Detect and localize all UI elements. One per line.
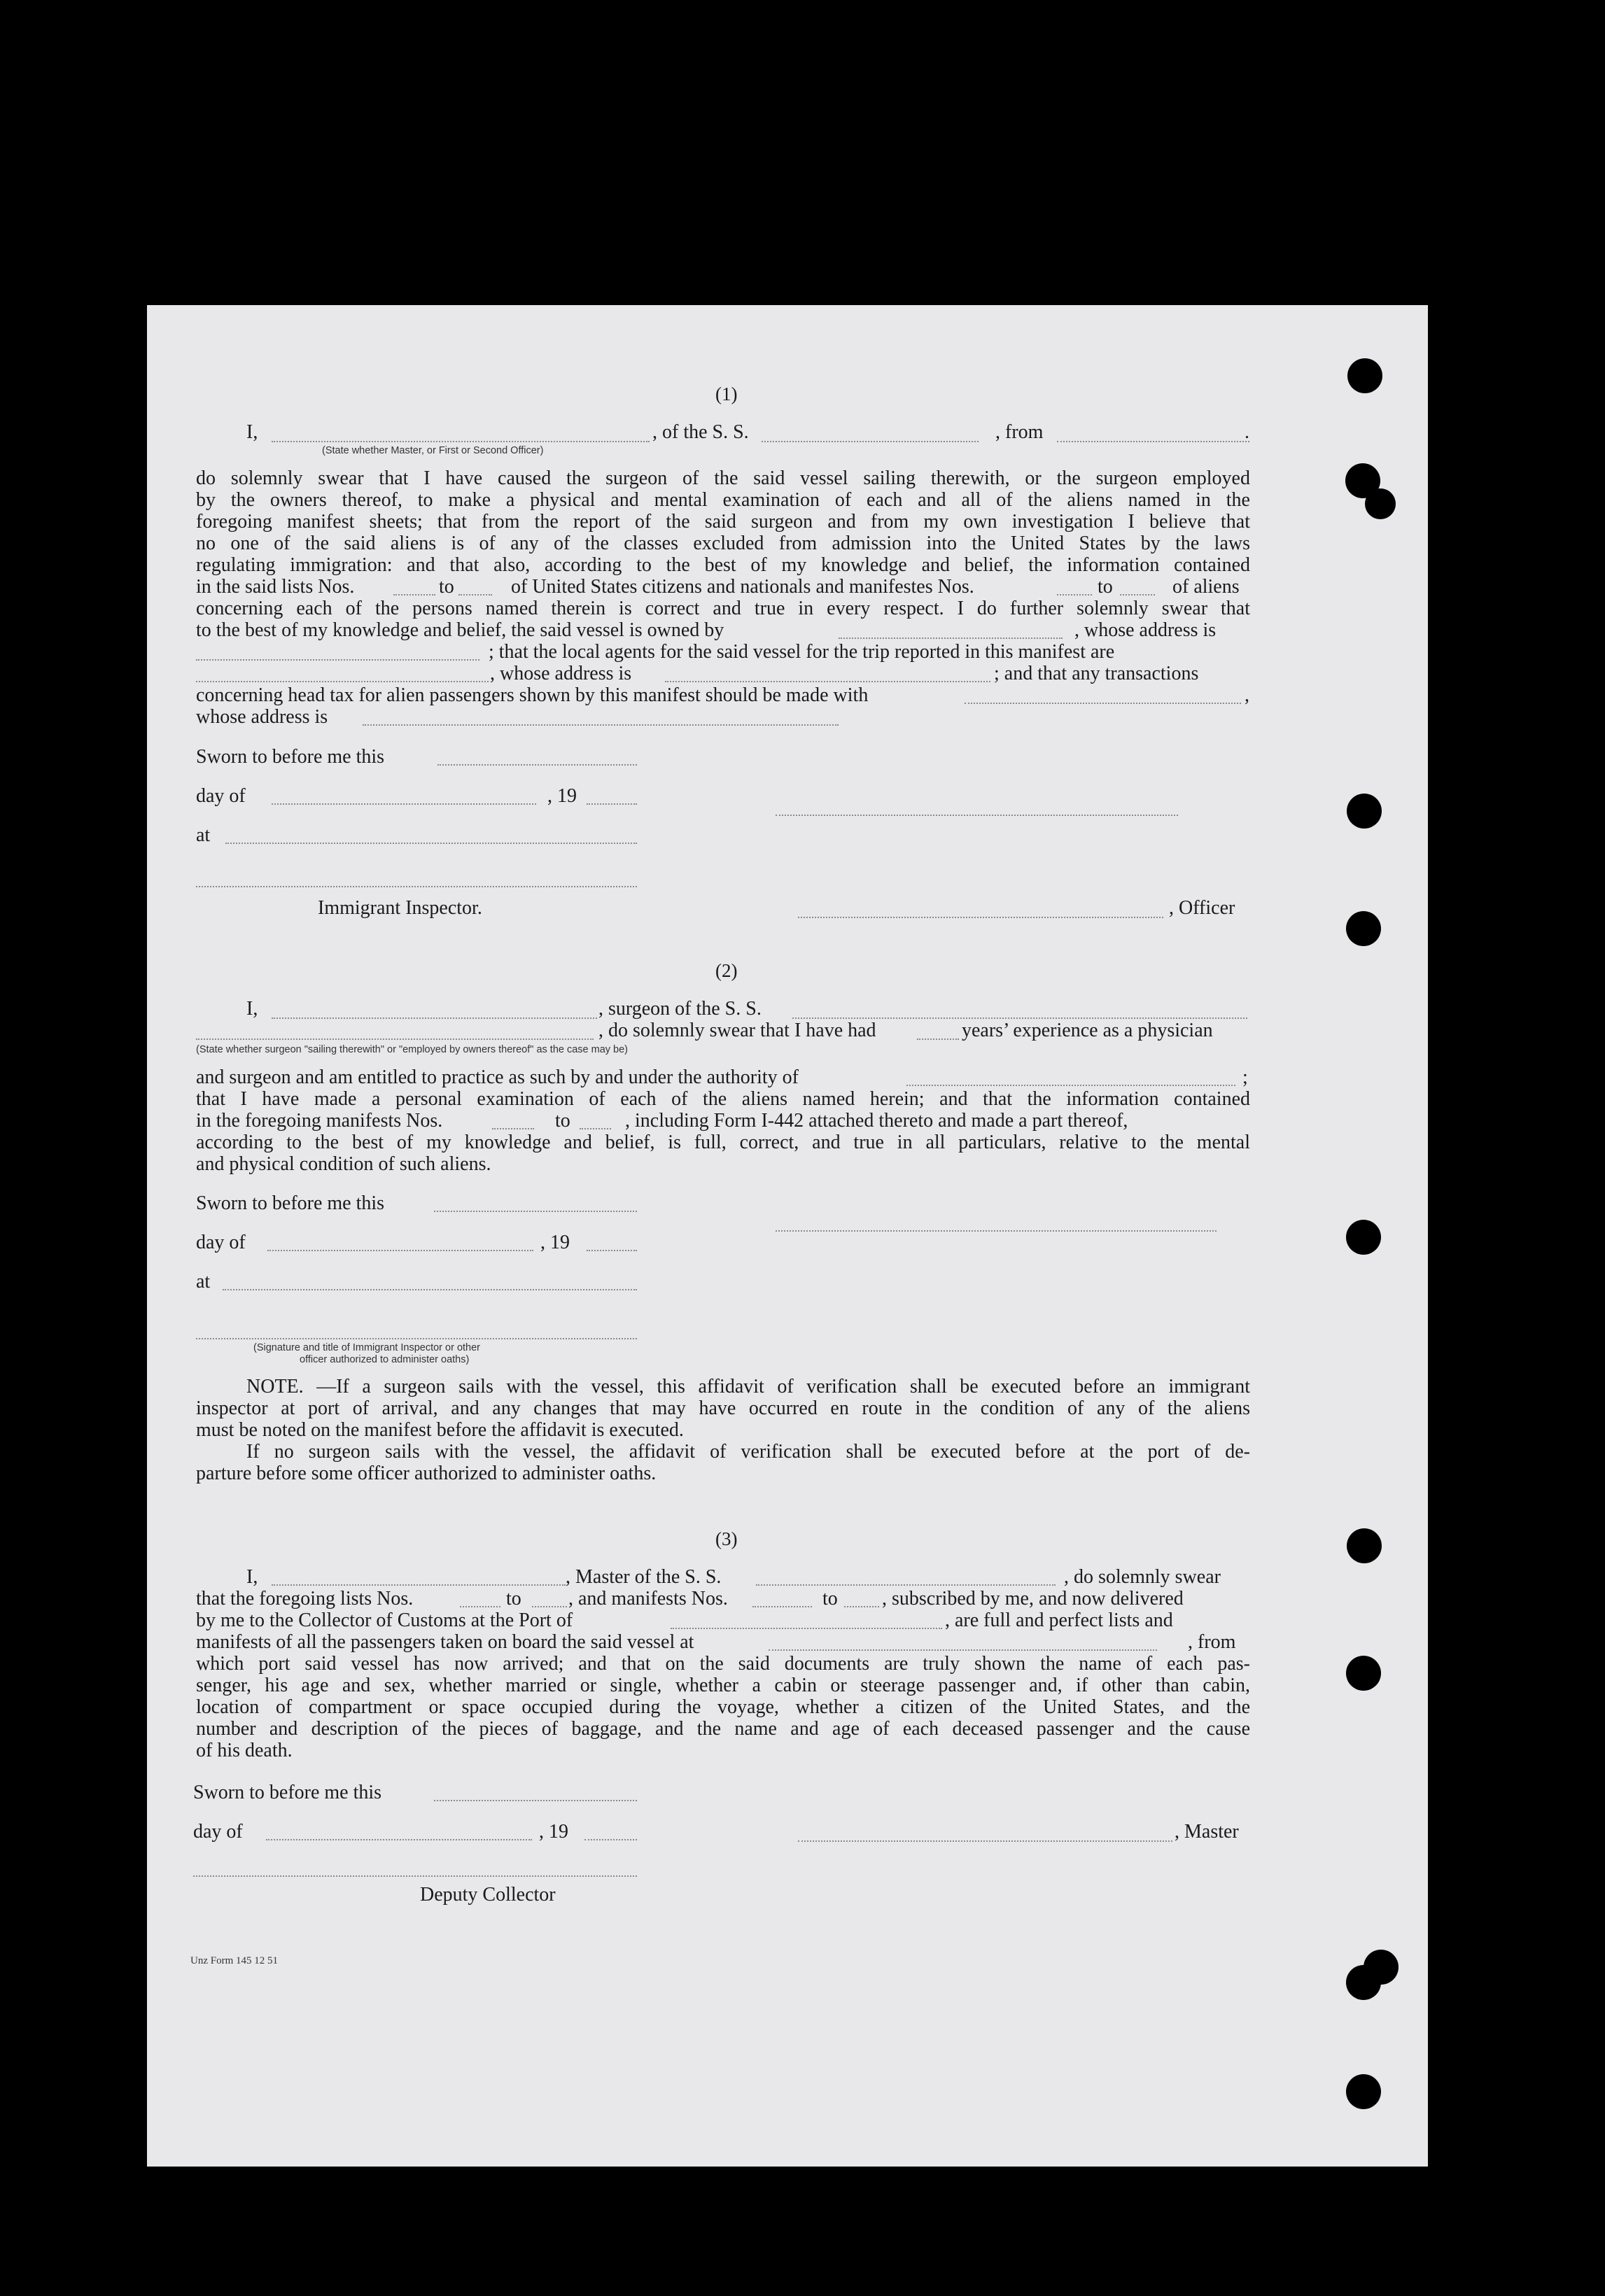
oath-line: regulating immigration: and that also, according to the best of my knowledge and belief, the information contained [196, 554, 1250, 576]
owned-by-label: to the best of my knowledge and belief, the said vessel is owned by [196, 619, 724, 641]
oath-line: that I have made a personal examination of each of the aliens named herein; and that the information contained [196, 1088, 1250, 1110]
years-experience-label: years’ experience as a physician [962, 1020, 1213, 1041]
oath-line: of his death. [196, 1740, 293, 1761]
head-tax-address-field[interactable] [363, 724, 839, 726]
vessel-name-field[interactable] [756, 1584, 1056, 1586]
surgeon-type-hint: (State whether surgeon "sailing therewith" or "employed by owners thereof" as the case may be) [196, 1044, 629, 1055]
place-field[interactable] [223, 1289, 637, 1290]
month-field[interactable] [272, 803, 536, 805]
head-tax-contact-field[interactable] [965, 703, 1241, 704]
subscribed-label: , subscribed by me, and now delivered [882, 1588, 1184, 1610]
master-name-field[interactable] [272, 1584, 566, 1586]
authority-label: and surgeon and am entitled to practice as such by and under the authority of [196, 1066, 799, 1088]
surgeon-type-field[interactable] [196, 1038, 594, 1040]
day-of-label: day of [193, 1821, 243, 1843]
binder-hole [1347, 358, 1382, 393]
note-line: parture before some officer authorized to administer oaths. [196, 1463, 657, 1484]
whose-address-label: whose address is [196, 706, 328, 728]
customs-port-field[interactable] [671, 1628, 942, 1629]
oath-line: no one of the said aliens is of any of the classes excluded from admission into the United States by the laws [196, 533, 1250, 554]
sworn-day-field[interactable] [434, 1211, 637, 1212]
month-field[interactable] [266, 1839, 532, 1840]
inspector-signature-line[interactable] [196, 886, 637, 887]
owner-address-field[interactable] [196, 659, 479, 661]
officer-label: , Officer [1169, 897, 1235, 919]
sworn-label: Sworn to before me this [196, 1192, 385, 1214]
collector-port-label: by me to the Collector of Customs at the Port of [196, 1610, 573, 1631]
oath-line: location of compartment or space occupied during the voyage, whether a citizen of the United States, and the [196, 1696, 1250, 1718]
note-line: must be noted on the manifest before the affidavit is executed. [196, 1419, 684, 1441]
i-label: I, [246, 1566, 258, 1588]
form-i442-label: , including Form I-442 attached thereto and made a part thereof, [625, 1110, 1128, 1132]
surgeon-signature-line[interactable] [776, 1230, 1217, 1232]
manifests-nos-label: in the foregoing manifests Nos. [196, 1110, 443, 1132]
officer-name-field[interactable] [272, 441, 650, 442]
master-label: , Master [1175, 1821, 1239, 1843]
binder-hole [1347, 1528, 1382, 1563]
oath-line: by the owners thereof, to make a physical and mental examination of each and all of the aliens named in the [196, 489, 1250, 511]
owner-field[interactable] [839, 638, 1063, 639]
place-field[interactable] [225, 843, 637, 844]
signature-line[interactable] [776, 815, 1178, 816]
manifest-page [147, 305, 1428, 2167]
whose-address-label: , whose address is [1074, 619, 1217, 641]
binder-hole [1346, 1965, 1381, 2000]
oath-line: number and description of the pieces of baggage, and the name and age of each deceased passenger and the cause [196, 1718, 1250, 1740]
section-2-heading: (2) [715, 960, 738, 981]
agents-field[interactable] [196, 681, 489, 682]
departure-port-field[interactable] [1057, 441, 1249, 442]
immigrant-inspector-label: Immigrant Inspector. [318, 897, 482, 919]
year-field[interactable] [587, 1250, 637, 1251]
sworn-day-field[interactable] [437, 764, 637, 766]
swear-label: , do solemnly swear [1064, 1566, 1221, 1588]
manifests-from-field[interactable] [752, 1606, 812, 1607]
vessel-name-field[interactable] [762, 441, 979, 442]
head-tax-label: concerning head tax for alien passengers shown by this manifest should be made with [196, 684, 869, 706]
swear-label: , do solemnly swear that I have had [598, 1020, 876, 1041]
sworn-day-field[interactable] [434, 1800, 637, 1801]
sworn-label: Sworn to before me this [193, 1782, 382, 1803]
transactions-label: ; and that any transactions [994, 663, 1199, 684]
note-line: If no surgeon sails with the vessel, the affidavit of verification shall be executed before at the port of de- [246, 1441, 1250, 1463]
section-1-heading: (1) [715, 383, 738, 404]
manifests-to-field[interactable] [1120, 594, 1155, 596]
binder-hole [1365, 488, 1396, 519]
to-label: to [555, 1110, 570, 1132]
lists-to-field[interactable] [458, 594, 492, 596]
lists-to-field[interactable] [532, 1606, 567, 1607]
boarded-at-label: manifests of all the passengers taken on board the said vessel at [196, 1631, 694, 1653]
form-number: Unz Form 145 12 51 [190, 1955, 278, 1966]
manifests-from-field[interactable] [492, 1128, 534, 1129]
from-label: , from [1188, 1631, 1236, 1653]
binder-hole [1346, 2074, 1381, 2109]
full-lists-label: , are full and perfect lists and [945, 1610, 1173, 1631]
section-3-heading: (3) [715, 1528, 738, 1549]
oath-line: senger, his age and sex, whether married or single, whether a cabin or steerage passenger and, if other than cabin, [196, 1675, 1250, 1696]
manifests-to-field[interactable] [844, 1606, 879, 1607]
year-field[interactable] [587, 803, 637, 805]
month-field[interactable] [267, 1250, 533, 1251]
lists-nos-label: in the said lists Nos. [196, 576, 355, 598]
note-line: inspector at port of arrival, and any changes that may have occurred en route in the condition of any of the aliens [196, 1397, 1250, 1419]
binder-hole [1346, 911, 1381, 946]
whose-address-label: , whose address is [490, 663, 632, 684]
boarding-port-field[interactable] [769, 1649, 1157, 1651]
year-label: , 19 [539, 1821, 568, 1843]
manifests-nos-label: , and manifests Nos. [568, 1588, 728, 1610]
manifests-from-field[interactable] [1057, 594, 1092, 596]
master-signature-line[interactable] [798, 1840, 1172, 1842]
comma: , [1245, 684, 1249, 706]
officer-rank-hint: (State whether Master, or First or Second Officer) [322, 445, 544, 456]
to-label: to [1098, 576, 1113, 598]
binder-hole [1346, 1220, 1381, 1255]
vessel-name-field[interactable] [792, 1017, 1247, 1019]
manifests-to-field[interactable] [580, 1128, 611, 1129]
binder-hole [1346, 1656, 1381, 1691]
authority-field[interactable] [906, 1085, 1235, 1086]
oath-line: foregoing manifest sheets; that from the report of the said surgeon and from my own investigation I believe that [196, 511, 1250, 533]
signature-hint: officer authorized to administer oaths) [300, 1354, 470, 1365]
year-label: , 19 [540, 1232, 570, 1253]
deputy-collector-label: Deputy Collector [420, 1884, 556, 1906]
agents-address-field[interactable] [665, 681, 990, 682]
to-label: to [822, 1588, 838, 1610]
deputy-signature-line[interactable] [193, 1875, 637, 1877]
lists-from-field[interactable] [460, 1606, 500, 1607]
at-label: at [196, 1271, 211, 1293]
years-field[interactable] [917, 1038, 959, 1040]
year-label: , 19 [547, 785, 577, 807]
lists-nos-label: that the foregoing lists Nos. [196, 1588, 414, 1610]
end-period: . [1245, 421, 1249, 443]
oath-line: which port said vessel has now arrived; and that on the said documents are truly shown the name of each pas- [196, 1653, 1250, 1675]
inspector-signature-line[interactable] [196, 1338, 637, 1339]
to-label: to [439, 576, 454, 598]
manifests-nos-label: of United States citizens and nationals and manifestes Nos. [511, 576, 974, 598]
note-line: NOTE. —If a surgeon sails with the vessel, this affidavit of verification shall be executed before an immigrant [246, 1376, 1250, 1397]
local-agents-label: ; that the local agents for the said vessel for the trip reported in this manifest are [489, 641, 1115, 663]
lists-from-field[interactable] [393, 594, 435, 596]
oath-line: and physical condition of such aliens. [196, 1153, 491, 1175]
at-label: at [196, 824, 211, 846]
from-label: , from [995, 421, 1044, 443]
oath-line: do solemnly swear that I have caused the surgeon of the said vessel sailing therewith, or the surgeon employed [196, 467, 1250, 489]
to-label: to [506, 1588, 521, 1610]
surgeon-of-label: , surgeon of the S. S. [598, 998, 762, 1020]
day-of-label: day of [196, 1232, 246, 1253]
i-label: I, [246, 421, 258, 443]
officer-signature-line[interactable] [798, 917, 1163, 918]
of-ss-label: , of the S. S. [652, 421, 749, 443]
of-aliens-label: of aliens [1172, 576, 1240, 598]
oath-line: according to the best of my knowledge and belief, is full, correct, and true in all particulars, relative to the mental [196, 1132, 1250, 1153]
year-field[interactable] [584, 1839, 637, 1840]
sworn-label: Sworn to before me this [196, 746, 385, 768]
day-of-label: day of [196, 785, 246, 807]
surgeon-name-field[interactable] [272, 1017, 597, 1019]
i-label: I, [246, 998, 258, 1020]
master-of-label: , Master of the S. S. [566, 1566, 722, 1588]
signature-hint: (Signature and title of Immigrant Inspector or other [253, 1342, 480, 1353]
semicolon: ; [1242, 1066, 1248, 1088]
binder-hole [1347, 794, 1382, 829]
oath-line: concerning each of the persons named therein is correct and true in every respect. I do further solemnly swear that [196, 598, 1250, 619]
